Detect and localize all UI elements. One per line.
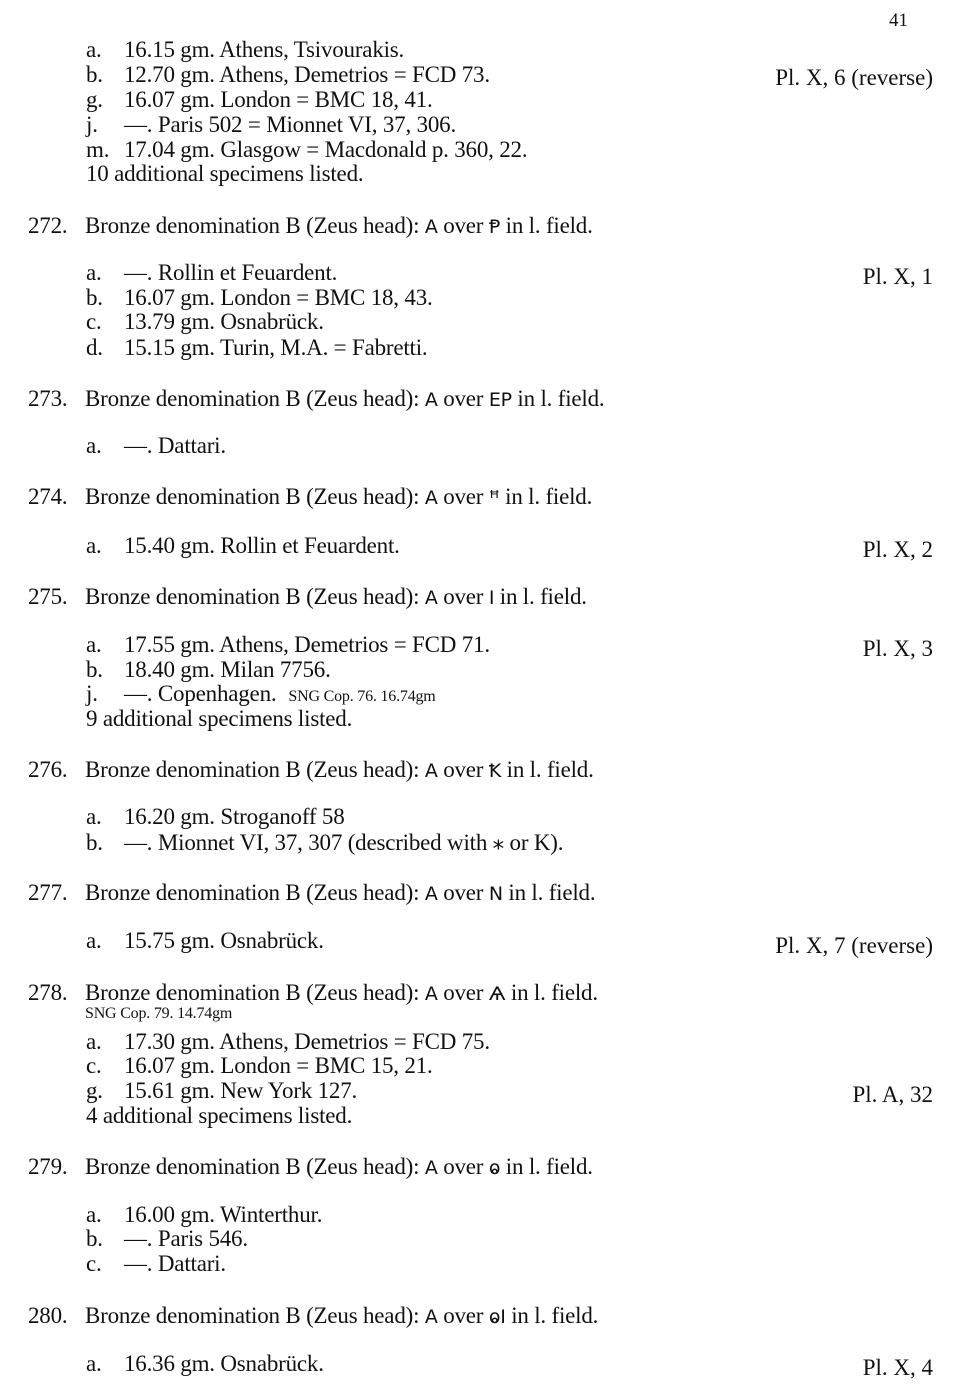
field-text: in l. field. — [511, 386, 605, 411]
specimen-text: 16.00 gm. Winterthur. — [124, 1202, 323, 1227]
entry-heading — [0, 880, 975, 906]
description-text: Bronze denomination B (Zeus head): — [85, 213, 425, 238]
specimen-line — [0, 830, 975, 856]
monogram: ⱺI — [488, 1306, 506, 1328]
field-text: in l. field. — [505, 980, 598, 1005]
specimen-letter: b. — [86, 830, 103, 855]
entry-heading — [0, 213, 975, 239]
specimen-text: 17.55 gm. Athens, Demetrios = FCD 71. — [124, 632, 490, 657]
entry-heading — [0, 386, 975, 412]
entry-description — [85, 584, 587, 611]
entry-number: 277. — [28, 880, 68, 905]
specimen-letter: c. — [86, 309, 102, 334]
over-text: over — [437, 484, 489, 509]
plate-reference: Pl. X, 7 (reverse) — [775, 933, 933, 958]
specimen-text: —. Mionnet VI, 37, 307 (described with ⁎ or K). — [124, 830, 564, 855]
specimen-text: 16.36 gm. Osnabrück. — [124, 1351, 324, 1376]
specimen-line — [0, 1202, 975, 1228]
entry-number: 280. — [28, 1303, 68, 1328]
over-text: over — [437, 757, 489, 782]
specimen-letter: a. — [86, 1202, 102, 1227]
entry-heading — [0, 1154, 975, 1180]
specimen-letter: c. — [86, 1053, 102, 1078]
specimen-text: 15.15 gm. Turin, M.A. = Fabretti. — [124, 335, 428, 360]
entry-description — [85, 484, 592, 511]
monogram: EP — [488, 389, 512, 411]
description-text: Bronze denomination B (Zeus head): — [85, 757, 425, 782]
specimen-letter: g. — [86, 87, 103, 112]
entry-heading — [0, 584, 975, 610]
specimen-line — [0, 433, 975, 459]
specimen-text: 18.40 gm. Milan 7756. — [124, 657, 331, 682]
specimen-letter: a. — [86, 804, 102, 829]
entry-number: 272. — [28, 213, 68, 238]
letter-a: A — [424, 1306, 438, 1328]
specimen-text: 9 additional specimens listed. — [86, 706, 353, 731]
entry-number: 274. — [28, 484, 68, 509]
specimen-text: 15.75 gm. Osnabrück. — [124, 928, 324, 953]
specimen-line — [0, 112, 975, 138]
letter-a: A — [424, 487, 438, 509]
specimen-letter: b. — [86, 1226, 103, 1251]
field-text: in l. field. — [505, 1303, 599, 1328]
specimen-line — [0, 1078, 975, 1104]
entry-number: 278. — [28, 980, 68, 1005]
entry-number: 275. — [28, 584, 68, 609]
description-text: Bronze denomination B (Zeus head): — [85, 880, 425, 905]
monogram: ꟸ — [488, 487, 500, 509]
entry-description — [85, 757, 594, 784]
entry-description — [85, 1154, 593, 1181]
specimen-letter: j. — [86, 681, 98, 706]
entry-number: 276. — [28, 757, 68, 782]
specimen-line — [0, 706, 975, 732]
plate-reference: Pl. X, 4 — [862, 1355, 933, 1380]
monogram: ⱺ — [488, 1157, 501, 1179]
specimen-line — [0, 804, 975, 830]
plate-reference: Pl. X, 6 (reverse) — [775, 65, 933, 90]
field-text: in l. field. — [501, 757, 594, 782]
monogram: N — [488, 883, 503, 905]
field-text: in l. field. — [500, 213, 593, 238]
specimen-text: 16.20 gm. Stroganoff 58 — [124, 804, 345, 829]
description-text: Bronze denomination B (Zeus head): — [85, 484, 425, 509]
letter-a: A — [424, 883, 438, 905]
specimen-letter: a. — [86, 533, 102, 558]
entry-heading — [0, 757, 975, 783]
specimen-line — [0, 657, 975, 683]
over-text: over — [437, 880, 489, 905]
specimen-line — [0, 681, 975, 707]
specimen-text: 17.04 gm. Glasgow = Macdonald p. 360, 22. — [124, 137, 528, 162]
specimen-line — [0, 1053, 975, 1079]
entry-heading — [0, 484, 975, 510]
specimen-line — [0, 1226, 975, 1252]
specimen-line — [0, 137, 975, 163]
page-number: 41 — [889, 10, 908, 31]
specimen-line — [0, 161, 975, 187]
monogram: Ᵽ — [488, 216, 501, 238]
letter-a: A — [424, 760, 438, 782]
plate-reference: Pl. X, 1 — [862, 264, 933, 289]
entry-heading — [0, 1303, 975, 1329]
specimen-text: —. Paris 502 = Mionnet VI, 37, 306. — [124, 112, 457, 137]
plate-reference: Pl. X, 3 — [862, 636, 933, 661]
specimen-text: —. Dattari. — [124, 1251, 226, 1276]
specimen-text: —. Copenhagen. SNG Cop. 76. 16.74gm — [124, 681, 436, 706]
field-text: in l. field. — [499, 484, 593, 509]
field-text: in l. field. — [500, 1154, 593, 1179]
specimen-line — [0, 1351, 975, 1377]
specimen-letter: a. — [86, 260, 102, 285]
specimen-text: 16.07 gm. London = BMC 18, 43. — [124, 285, 433, 310]
specimen-letter: j. — [86, 112, 98, 137]
specimen-text: 12.70 gm. Athens, Demetrios = FCD 73. — [124, 62, 490, 87]
entry-description — [85, 1303, 598, 1330]
specimen-text: 10 additional specimens listed. — [86, 161, 364, 186]
specimen-letter: d. — [86, 335, 103, 360]
specimen-text: 13.79 gm. Osnabrück. — [124, 309, 324, 334]
letter-a: A — [424, 587, 438, 609]
specimen-text: 17.30 gm. Athens, Demetrios = FCD 75. — [124, 1029, 490, 1054]
specimen-line — [0, 260, 975, 286]
specimen-line — [0, 87, 975, 113]
specimen-text: 16.07 gm. London = BMC 15, 21. — [124, 1053, 433, 1078]
plate-reference: Pl. X, 2 — [862, 537, 933, 562]
specimen-letter: a. — [86, 1351, 102, 1376]
specimen-letter: b. — [86, 62, 103, 87]
field-text: in l. field. — [502, 880, 596, 905]
specimen-text: —. Dattari. — [124, 433, 226, 458]
specimen-letter: a. — [86, 928, 102, 953]
specimen-letter: b. — [86, 657, 103, 682]
specimen-text: 15.61 gm. New York 127. — [124, 1078, 358, 1103]
over-text: over — [437, 980, 489, 1005]
specimen-letter: a. — [86, 632, 102, 657]
specimen-text: 16.15 gm. Athens, Tsivourakis. — [124, 37, 405, 62]
specimen-note: SNG Cop. 76. 16.74gm — [288, 688, 436, 705]
over-text: over — [437, 584, 489, 609]
over-text: over — [437, 1303, 489, 1328]
specimen-text: 15.40 gm. Rollin et Feuardent. — [124, 533, 400, 558]
letter-a: A — [424, 983, 438, 1005]
field-text: in l. field. — [494, 584, 587, 609]
description-text: Bronze denomination B (Zeus head): — [85, 584, 425, 609]
entry-number: 279. — [28, 1154, 68, 1179]
entry-number: 273. — [28, 386, 68, 411]
description-text: Bronze denomination B (Zeus head): — [85, 386, 425, 411]
entry-description — [85, 386, 604, 413]
specimen-line — [0, 1251, 975, 1277]
specimen-text: —. Paris 546. — [124, 1226, 248, 1251]
specimen-letter: a. — [86, 433, 102, 458]
specimen-line — [0, 37, 975, 63]
specimen-text: —. Rollin et Feuardent. — [124, 260, 338, 285]
specimen-letter: g. — [86, 1078, 103, 1103]
specimen-letter: a. — [86, 37, 102, 62]
specimen-line — [0, 285, 975, 311]
entry-description — [85, 213, 593, 240]
specimen-line — [0, 335, 975, 361]
letter-a: A — [424, 389, 438, 411]
monogram: Ѧ — [488, 983, 506, 1005]
specimen-line — [0, 1103, 975, 1129]
over-text: over — [437, 1154, 489, 1179]
specimen-line — [0, 1029, 975, 1055]
monogram: I — [488, 587, 495, 609]
over-text: over — [437, 213, 489, 238]
letter-a: A — [424, 1157, 438, 1179]
specimen-text: 16.07 gm. London = BMC 18, 41. — [124, 87, 433, 112]
description-text: Bronze denomination B (Zeus head): — [85, 1303, 425, 1328]
letter-a: A — [424, 216, 438, 238]
specimen-letter: m. — [86, 137, 110, 162]
specimen-letter: b. — [86, 285, 103, 310]
specimen-text: 4 additional specimens listed. — [86, 1103, 353, 1128]
over-text: over — [437, 386, 489, 411]
specimen-line — [0, 632, 975, 658]
entry-note: SNG Cop. 79. 14.74gm — [85, 1005, 233, 1022]
entry-description — [85, 880, 595, 907]
monogram: Ꝁ — [488, 760, 502, 782]
description-text: Bronze denomination B (Zeus head): — [85, 1154, 425, 1179]
plate-reference: Pl. A, 32 — [852, 1082, 933, 1107]
description-text: Bronze denomination B (Zeus head): — [85, 980, 425, 1005]
specimen-letter: a. — [86, 1029, 102, 1054]
specimen-letter: c. — [86, 1251, 102, 1276]
specimen-line — [0, 533, 975, 559]
specimen-line — [0, 309, 975, 335]
